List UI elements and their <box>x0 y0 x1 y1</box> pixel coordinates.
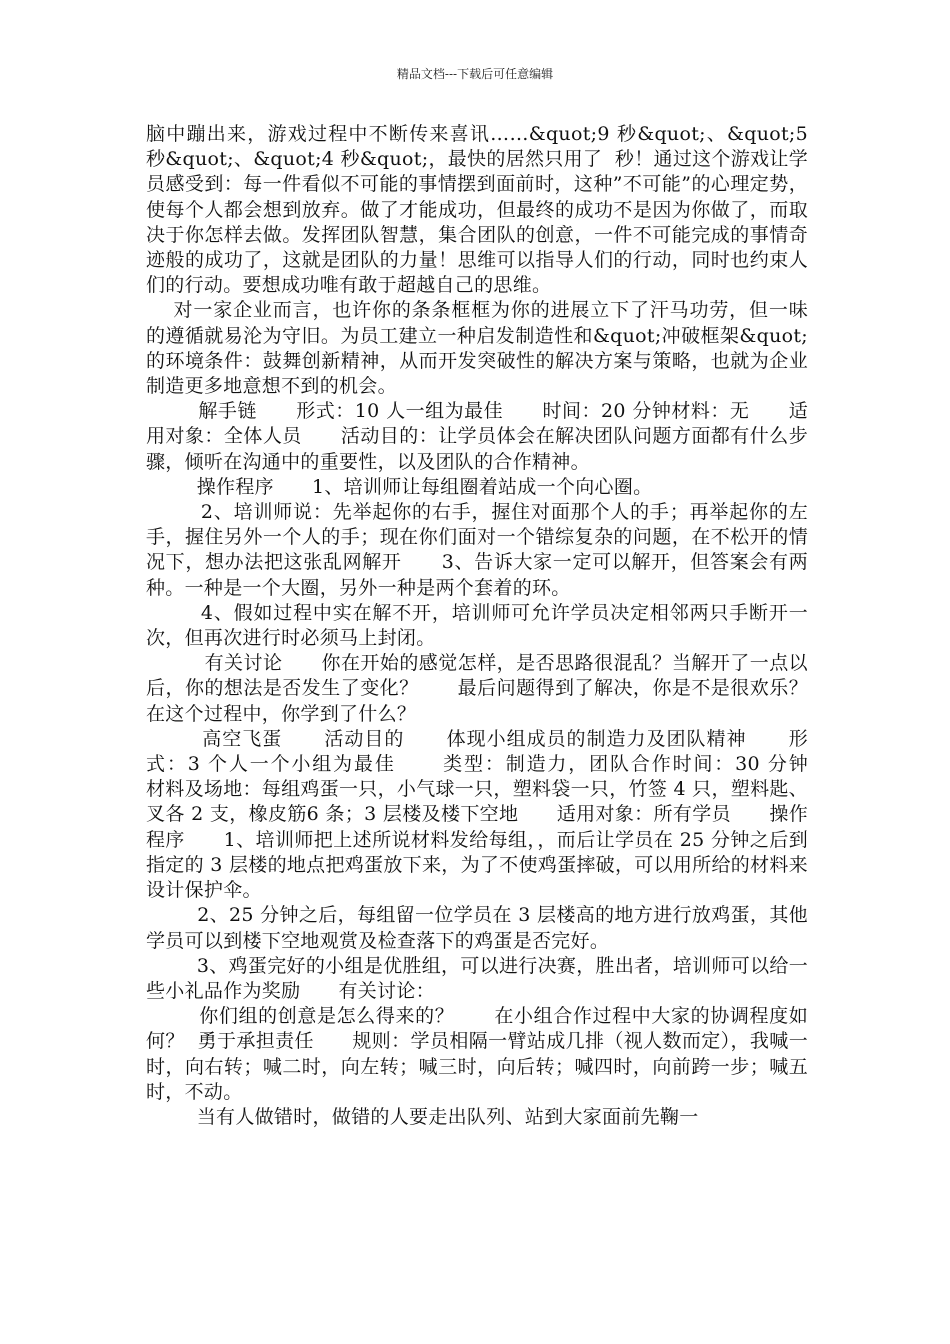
paragraph-egg-drop-step-3: 3、鸡蛋完好的小组是优胜组，可以进行决赛，胜出者，培训师可以给一些小礼品作为奖励 有关讨论： <box>146 954 808 1002</box>
paragraph-hand-chain-intro: 解手链 形式：10 人一组为最佳 时间：20 分钟材料：无 适用对象：全体人员 活动目的：让学员体会在解决团队问题方面都有什么步骤，倾听在沟通中的重要性，以及团队的合作精神。 <box>146 400 808 473</box>
paragraph-egg-drop-step-2: 2、25 分钟之后，每组留一位学员在 3 层楼高的地方进行放鸡蛋，其他学员可以到楼下空地观赏及检查落下的鸡蛋是否完好。 <box>146 904 808 952</box>
paragraph-hand-chain-step-4: 4、假如过程中实在解不开，培训师可允许学员决定相邻两只手断开一次，但再次进行时必须马上封闭。 <box>146 601 808 650</box>
document-body <box>146 122 847 1130</box>
paragraph-continuation: 脑中蹦出来，游戏过程中不断传来喜讯……&quot;9 秒&quot;、&quot;5 秒&quot;、&quot;4 秒&quot;，最快的居然只用了 秒！通过这个游戏让学员感受到：每一件看似不可能的事情摆到面前时，这种”不可能”的心理定势，使每个人都会想到放弃。做了才能成功，但最终的成功不是因为你做了，而取决于你怎样去做。发挥团队智慧，集合团队的创意，一件不可能完成的事情奇迹般的成功了，这就是团队的力量！思维可以指导人们的行动，同时也约束人们的行动。要想成功唯有敢于超越自己的思维。 <box>146 123 815 297</box>
paragraph-responsibility-rule: 当有人做错时，做错的人要走出队列、站到大家面前先鞠一 <box>146 1105 699 1128</box>
paragraph-hand-chain-step-2-3: 2、培训师说：先举起你的右手，握住对面那个人的手；再举起你的左手，握住另外一个人的手；现在你们面对一个错综复杂的问题，在不松开的情况下，想办法把这张乱网解开 3、告诉大家一定可以解开，但答案会有两种。一种是一个大圈，另外一种是两个套着的环。 <box>146 501 808 599</box>
paragraph-egg-drop-discussion: 你们组的创意是怎么得来的？ 在小组合作过程中大家的协调程度如何？ 勇于承担责任 规则：学员相隔一臂站成几排（视人数而定），我喊一时，向右转；喊二时，向左转；喊三时，向后转；喊四时，向前跨一步；喊五时，不动。 <box>146 1005 808 1103</box>
paragraph-hand-chain-discussion: 有关讨论 你在开始的感觉怎样，是否思路很混乱？当解开了一点以后，你的想法是否发生了变化？ 最后问题得到了解决，你是不是很欢乐？ 在这个过程中，你学到了什么？ <box>146 652 847 725</box>
paragraph-hand-chain-step-1: 操作程序 1、培训师让每组圈着站成一个向心圈。 <box>146 475 653 498</box>
paragraph-egg-drop-intro: 高空飞蛋 活动目的 体现小组成员的制造力及团队精神 形式：3 个人一个小组为最佳 类型：制造力，团队合作时间：30 分钟 材料及场地：每组鸡蛋一只，小气球一只，塑料袋一只，竹签 4 只，塑料匙、叉各 2 支，橡皮筋6 条；3 层楼及楼下空地 适用对象：所有学员 操作程序 1、培训师把上述所说材料发给每组，，而后让学员在 25 分钟之后到指定的 3 层楼的地点把鸡蛋放下来，为了不使鸡蛋摔破，可以用所给的材料来设计保护伞。 <box>146 727 847 902</box>
paragraph-enterprise: 对一家企业而言，也许你的条条框框为你的进展立下了汗马功劳，但一味的遵循就易沦为守旧。为员工建立一种启发制造性和&quot;冲破框架&quot;的环境条件：鼓舞创新精神，从而开发突破性的解决方案与策略，也就为企业制造更多地意想不到的机会。 <box>146 299 809 398</box>
page-header: 精品文档---下载后可任意编辑 <box>396 67 554 81</box>
